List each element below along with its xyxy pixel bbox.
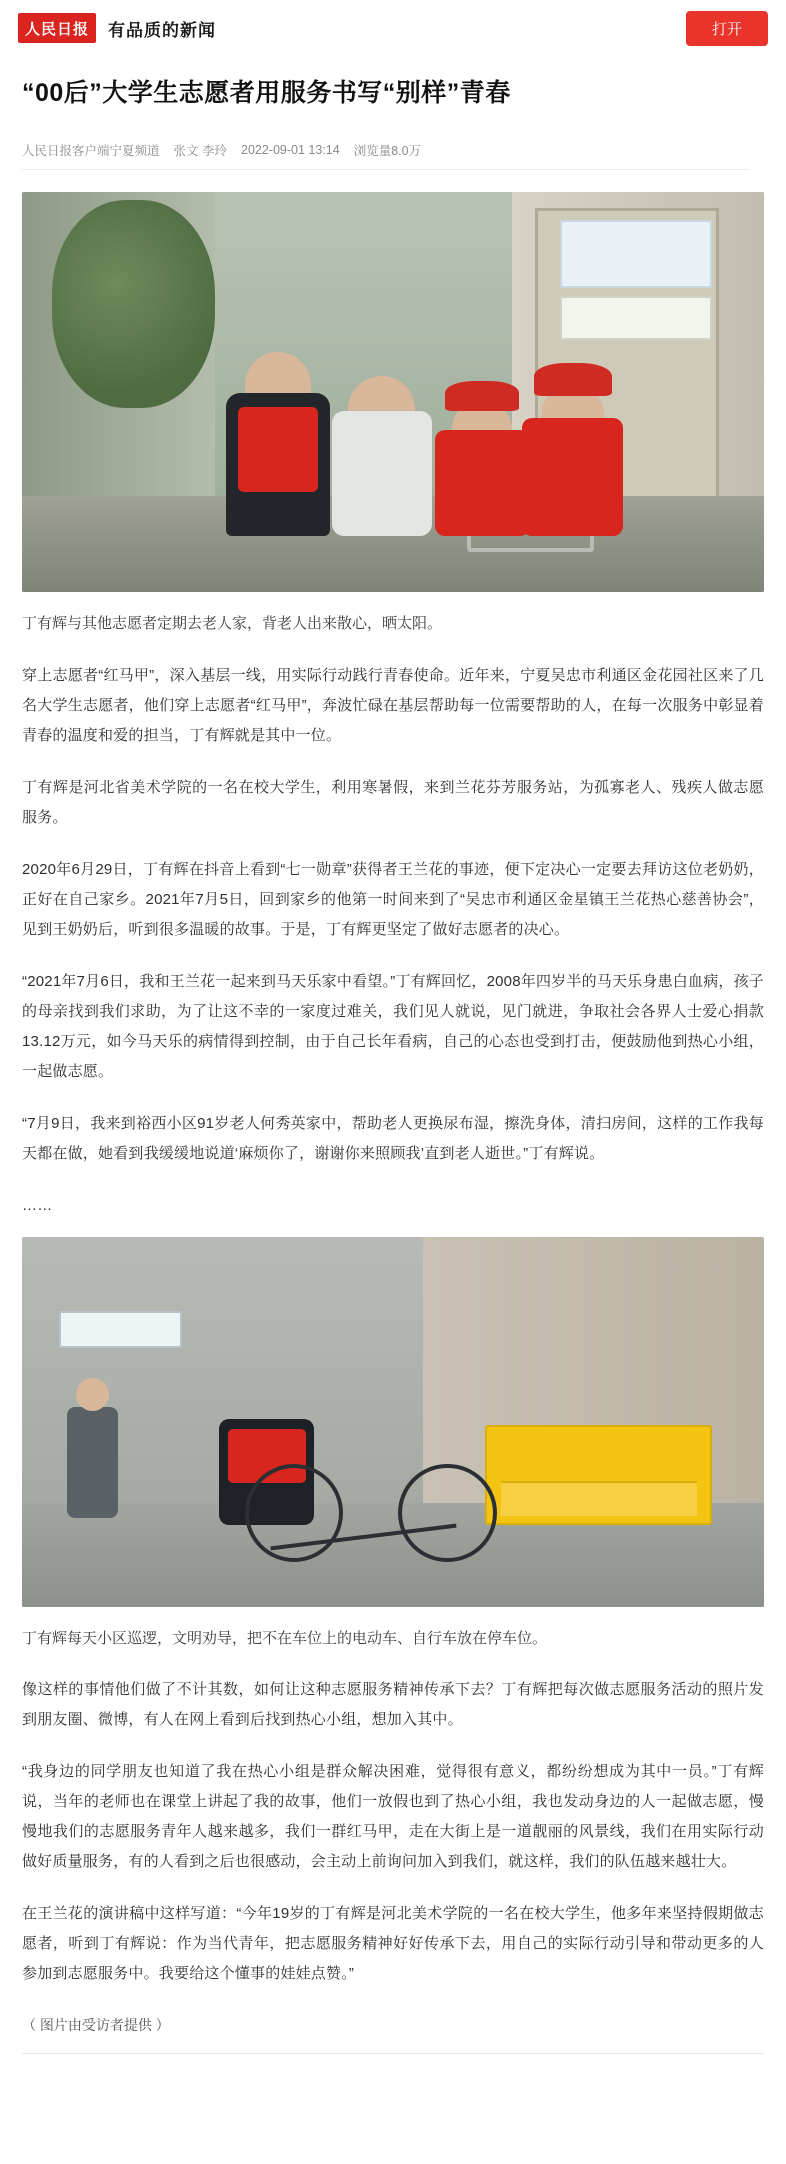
photo-person-carrying <box>245 352 312 536</box>
meta-author: 张文 李玲 <box>173 144 227 159</box>
paragraph: “7月9日，我来到裕西小区91岁老人何秀英家中，帮助老人更换尿布湿，擦洗身体，清扫房间，这样的工作我每天都在做，她看到我缓缓地说道‘麻烦你了，谢谢你来照顾我’直到老人逝世。”丁有辉说。 <box>22 1114 764 1162</box>
paragraph: “2021年7月6日，我和王兰花一起来到马天乐家中看望。”丁有辉回忆，2008年四岁半的马天乐身患白血病，孩子的母亲找到我们求助，为了让这不幸的一家度过难关，我们见人就说，见门就进，争取社会各界人士爱心捐款13.12万元，如今马天乐的病情得到控制，由于自己长年看病，自己的心态也受到打击，便鼓励他到热心小组，一起做志愿。 <box>22 972 764 1080</box>
meta-divider <box>22 169 750 170</box>
page-bottom-spacer <box>0 2055 786 2095</box>
photo-notice-board <box>560 220 712 288</box>
photo-volunteer-red-vest-2 <box>541 384 604 536</box>
paragraph: 2020年6月29日，丁有辉在抖音上看到“七一勋章”获得者王兰花的事迹，便下定决心一定要去拜访这位老奶奶，正好在自己家乡。2021年7月5日，回到家乡的他第一时间来到了“吴忠市利通区金星镇王兰花热心慈善协会”，见到王奶奶后，听到很多温暖的故事。于是，丁有辉更坚定了做好志愿者的决心。 <box>22 860 764 938</box>
photo-volunteer-patrolling-street <box>22 1237 764 1607</box>
figure-caption-1: 丁有辉与其他志愿者定期去老人家，背老人出来散心，晒太阳。 <box>22 615 443 633</box>
article-body-part-1 <box>0 661 786 1221</box>
figure-volunteers-carrying-elderly <box>0 192 786 592</box>
paragraph: 穿上志愿者“红马甲”，深入基层一线，用实际行动践行青春使命。近年来，宁夏吴忠市利通区金花园社区来了几名大学生志愿者，他们穿上志愿者“红马甲”，奔波忙碌在基层帮助每一位需要帮助的人，在每一次服务中彰显着青春的温度和爱的担当，丁有辉就是其中一位。 <box>22 666 764 744</box>
page-title: “00后”大学生志愿者用服务书写“别样”青春 <box>22 78 511 107</box>
meta-datetime: 2022-09-01 13:14 <box>241 143 340 158</box>
photo-notice-board-secondary <box>560 296 712 340</box>
paragraph: 在王兰花的演讲稿中这样写道：“今年19岁的丁有辉是河北美术学院的一名在校大学生，他多年来坚持假期做志愿者，听到丁有辉说：作为当代青年，把志愿服务精神好好传承下去，用自己的实际行动引导和带动更多的人参加到志愿服务中。我要给这个懂事的娃娃点赞。” <box>22 1905 764 1983</box>
article-body-part-2 <box>0 1675 786 1989</box>
photo-bicycles <box>245 1466 497 1562</box>
photo-volunteer-red-vest-1 <box>452 400 511 536</box>
photo-yellow-utility-box <box>485 1425 712 1525</box>
paragraph: “我身边的同学朋友也知道了我在热心小组是群众解决困难，觉得很有意义，都纷纷想成为其中一员。”丁有辉说，当年的老师也在课堂上讲起了我的故事，他们一放假也到了热心小组，我也发动身边的人一起做志愿，慢慢地我们的志愿服务青年人越来越多，我们一群红马甲，走在大街上是一道靓丽的风景线，我们在用实际行动做好质量服务，有的人看到之后也很感动，会主动上前询问加入到我们，就这样，我们的队伍越来越壮大。 <box>22 1763 764 1871</box>
photo-credit: （ 图片由受访者提供 ） <box>22 2017 170 2034</box>
photo-pedestrian <box>67 1407 119 1518</box>
top-bar <box>0 0 786 54</box>
figure-caption-2: 丁有辉每天小区巡逻，文明劝导，把不在车位上的电动车、自行车放在停车位。 <box>22 1629 548 1647</box>
app-logo: 人民日报 <box>18 13 96 43</box>
logo-subtitle: 有品质的新闻 <box>108 20 216 40</box>
meta-source: 人民日报客户端宁夏频道 <box>22 144 160 159</box>
paragraph-ellipsis: …… <box>22 1196 53 1214</box>
photo-tree <box>52 200 215 408</box>
open-in-app-button[interactable]: 打开 <box>686 11 768 46</box>
photo-volunteers-carrying-elderly <box>22 192 764 592</box>
meta-views: 浏览量8.0万 <box>353 144 422 159</box>
article-meta <box>0 127 786 176</box>
photo-elderly-person <box>348 376 415 536</box>
paragraph: 像这样的事情他们做了不计其数，如何让这种志愿服务精神传承下去？丁有辉把每次做志愿服务活动的照片发到朋友圈、微博，有人在网上看到后找到热心小组，想加入其中。 <box>22 1681 764 1729</box>
paragraph: 丁有辉是河北省美术学院的一名在校大学生，利用寒暑假，来到兰花芬芳服务站，为孤寡老人、残疾人做志愿服务。 <box>22 778 764 826</box>
figure-volunteer-patrolling-street <box>0 1237 786 1607</box>
photo-shop-sign <box>59 1311 182 1348</box>
